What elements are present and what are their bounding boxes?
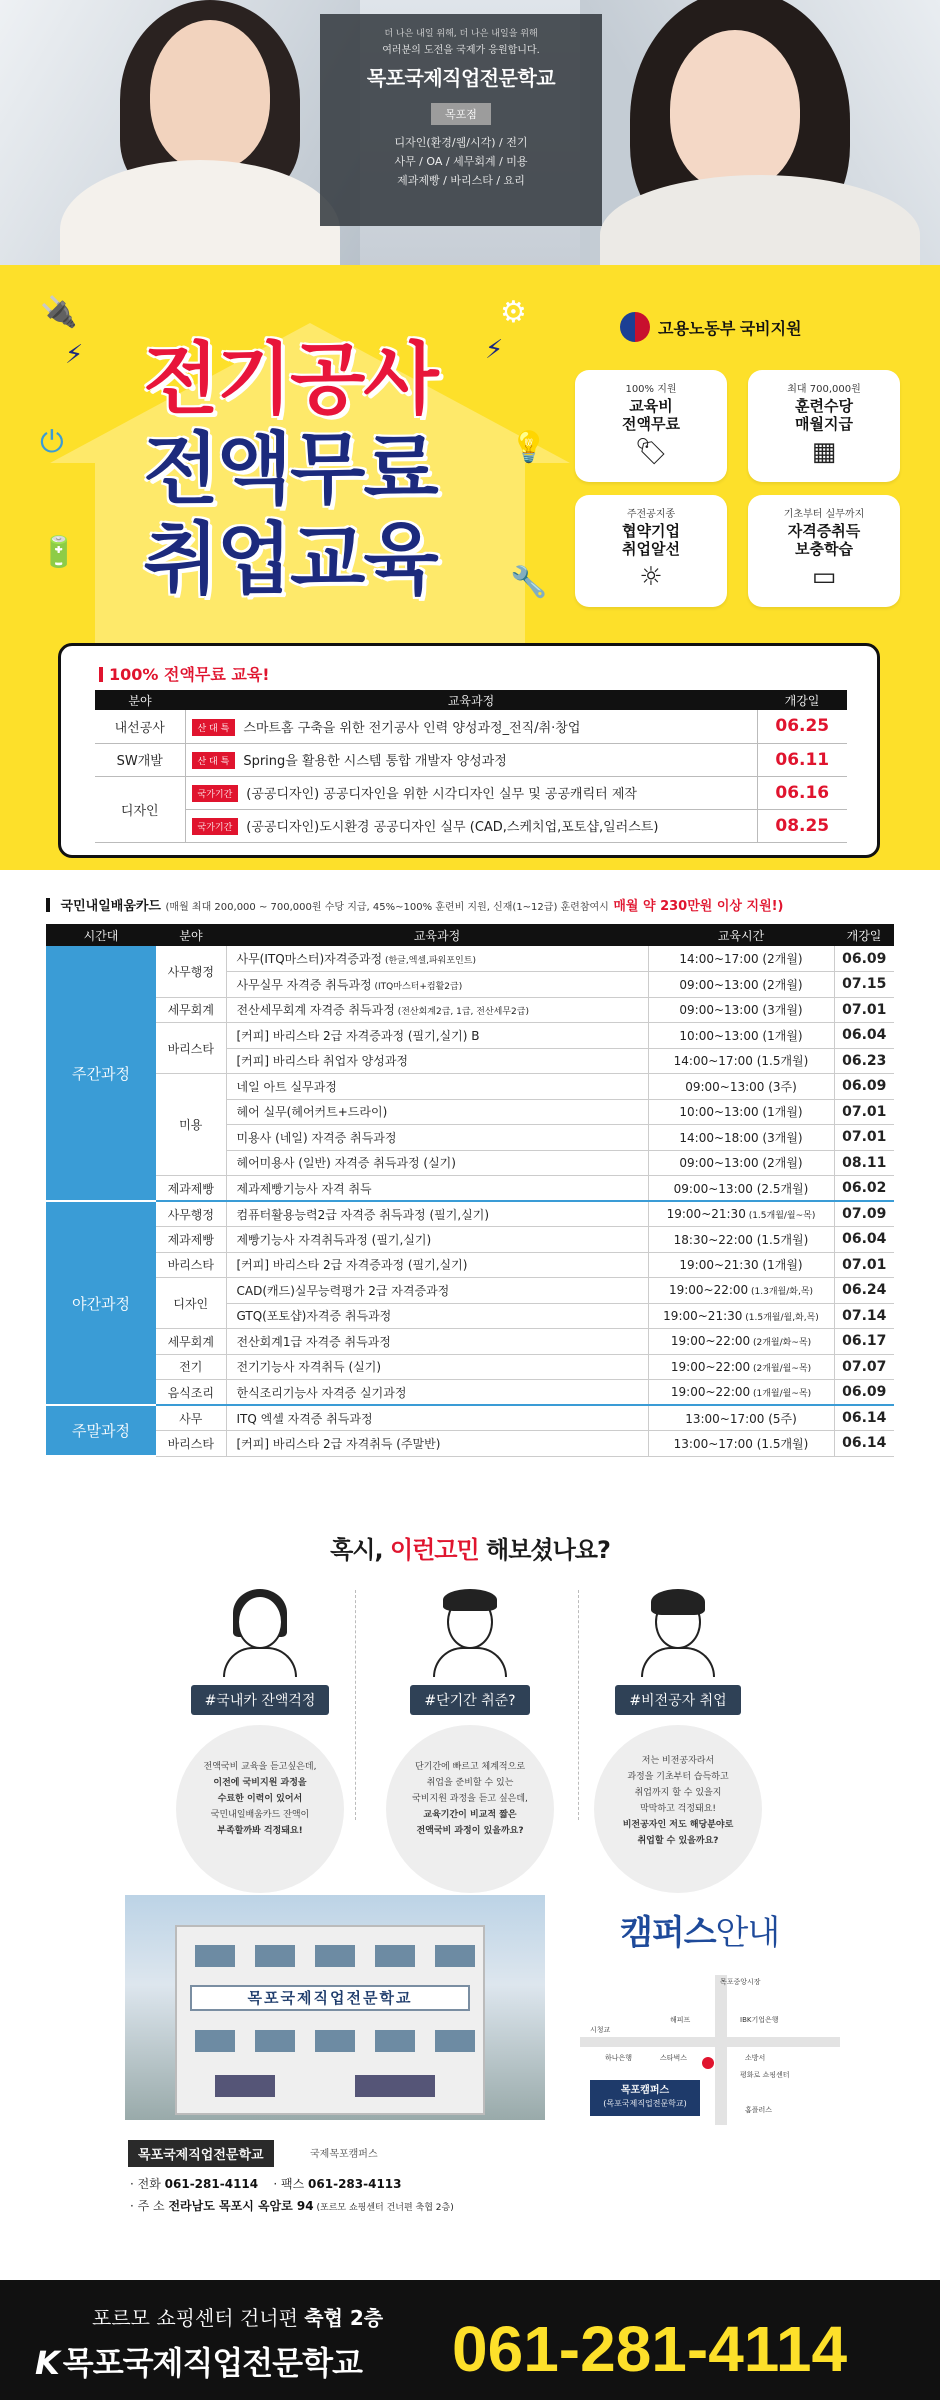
course-cell — [226, 1252, 648, 1278]
header-cell: 교육과정 — [226, 924, 648, 946]
time-note: (2개월/월~목) — [750, 1363, 812, 1374]
field-cell: 전기 — [156, 1354, 226, 1380]
worry-bubble — [176, 1725, 344, 1893]
address-sub: 국제목포캠퍼스 — [310, 2149, 378, 2160]
bubble-line: 국비지원 과정을 듣고 싶은데, — [412, 1794, 528, 1804]
hero-info-box — [320, 14, 602, 226]
start-date: 06.17 — [834, 1329, 894, 1355]
table-row — [95, 776, 847, 809]
footer-phone[interactable]: 061-281-4114 — [452, 2313, 848, 2385]
program-badge: 산 대 특 — [192, 752, 236, 769]
course-name: 전산회계1급 자격증 취득과정 — [236, 1334, 391, 1349]
card-table-note: (매월 최대 200,000 ~ 700,000원 수당 지급, 45%~100% 훈련비 지원, 신재(1~12급) 훈련참여시 — [165, 902, 609, 913]
time-note: (1.3개월/화,목) — [748, 1287, 814, 1298]
time-text: 19:00~22:00 — [670, 1385, 751, 1399]
bubble-line: 수료한 이력이 있어서 — [217, 1794, 303, 1804]
bubble-line: 교육기간이 비교적 짧은 — [423, 1810, 517, 1820]
course-name: 전산세무회계 자격증 취득과정 — [236, 1003, 395, 1018]
start-date: 06.14 — [834, 1405, 894, 1431]
headline-line-3: 취업교육 — [143, 515, 437, 603]
header-cell: 분야 — [95, 690, 185, 710]
table-row — [46, 1074, 894, 1100]
course-cell — [226, 1074, 648, 1100]
table-row — [46, 1023, 894, 1049]
free-course-panel — [58, 643, 880, 858]
card-icon: ▭ — [811, 562, 837, 592]
course-name: 컴퓨터활용능력2급 자격증 취득과정 (필기,실기) — [236, 1207, 490, 1222]
course-name: 제빵기능사 자격취득과정 (필기,실기) — [236, 1232, 432, 1247]
course-note: (ITQ마스터+컴활2급) — [371, 981, 463, 992]
bubble-line: 부족할까봐 걱정돼요! — [217, 1826, 303, 1836]
worry-heading — [0, 1530, 940, 1565]
table-row — [46, 1380, 894, 1406]
course-note: (전산회계2급, 1급, 전산세무2급) — [394, 1007, 529, 1018]
course-name: (공공디자인)도시환경 공공디자인 실무 (CAD,스케치업,포토샵,일러스트) — [246, 820, 659, 835]
hero-major-line: 사무 / OA / 세무회계 / 미용 — [394, 155, 528, 168]
course-cell — [185, 776, 757, 809]
table-row — [46, 1252, 894, 1278]
time-cell — [648, 1023, 834, 1049]
worry-tag: #단기간 취준? — [410, 1685, 529, 1715]
footer-location — [92, 2302, 383, 2331]
time-text: 14:00~17:00 (2개월) — [679, 952, 803, 966]
course-name: 전기기능사 자격취득 (실기) — [236, 1360, 382, 1375]
worry-heading-c: 해보셨나요? — [478, 1536, 610, 1564]
start-date: 06.04 — [834, 1023, 894, 1049]
bubble-line: 전액국비 과정이 있을까요? — [416, 1826, 524, 1836]
free-course-table — [95, 690, 847, 843]
map-label: 소방서 — [745, 2054, 766, 2062]
field-cell: 바리스타 — [156, 1023, 226, 1074]
field-cell: 사무행정 — [156, 946, 226, 997]
headline-line-1: 전기공사 — [143, 335, 437, 423]
taegeuk-emblem-icon — [620, 312, 650, 342]
table-row — [46, 997, 894, 1023]
field-cell: 내선공사 — [95, 710, 185, 743]
benefit-big: 자격증취득 보충학습 — [787, 522, 861, 558]
table-row — [95, 710, 847, 743]
time-text: 19:00~22:00 — [668, 1283, 749, 1298]
bubble-line: 비전공자인 저도 해당분야로 — [622, 1820, 734, 1830]
course-cell — [226, 1329, 648, 1355]
time-note: (1개월/월~목) — [750, 1389, 812, 1399]
start-date: 06.09 — [834, 1380, 894, 1406]
time-cell — [648, 1125, 834, 1151]
contact-line — [130, 2175, 402, 2192]
course-cell — [226, 946, 648, 972]
course-note: (한글,엑셀,파워포인트) — [382, 956, 476, 966]
course-name: 한식조리기능사 자격증 실기과정 — [236, 1385, 407, 1400]
start-date: 06.09 — [834, 1074, 894, 1100]
footer-logo — [35, 2338, 362, 2384]
time-text: 10:00~13:00 (1개월) — [679, 1028, 803, 1043]
course-name: 헤어 실무(헤어커트+드라이) — [236, 1105, 388, 1120]
bulb-icon: ☼ — [639, 562, 663, 592]
course-name: [커피] 바리스타 취업자 양성과정 — [236, 1054, 409, 1069]
field-cell: 음식조리 — [156, 1380, 226, 1406]
headline-line-2: 전액무료 — [143, 425, 437, 513]
course-cell — [226, 1431, 648, 1457]
woman-avatar-icon — [215, 1585, 305, 1675]
time-cell — [648, 1431, 834, 1457]
field-cell: SW개발 — [95, 743, 185, 776]
field-cell: 사무행정 — [156, 1201, 226, 1227]
course-cell — [185, 710, 757, 743]
map-label: 목포중앙시장 — [720, 1978, 761, 1986]
time-text: 09:00~13:00 (2개월) — [679, 1156, 803, 1171]
bubble-line: 취업을 준비할 수 있는 — [426, 1778, 514, 1788]
address-text: 전라남도 목포시 옥암로 94 — [168, 2199, 314, 2213]
start-date: 06.16 — [757, 776, 847, 809]
header-cell: 개강일 — [757, 690, 847, 710]
time-text: 19:00~21:30 — [666, 1207, 746, 1221]
footer-location-b: 축협 2층 — [304, 2306, 384, 2330]
course-name: [커피] 바리스타 2급 자격증과정 (필기,실기) — [236, 1258, 468, 1273]
address-line — [130, 2197, 454, 2214]
course-cell — [226, 1048, 648, 1074]
start-date: 06.09 — [834, 946, 894, 972]
map-label: 홈플러스 — [745, 2106, 773, 2114]
bubble-line: 막막하고 걱정돼요! — [639, 1804, 717, 1814]
benefit-small: 주전공지종 — [626, 509, 676, 520]
campus-title-b: 안내 — [715, 1913, 780, 1953]
time-cell — [648, 1329, 834, 1355]
worry-tag: #비전공자 취업 — [615, 1685, 740, 1715]
address-school-name: 목포국제직업전문학교 — [128, 2140, 274, 2167]
start-date: 07.09 — [834, 1201, 894, 1227]
field-cell: 디자인 — [156, 1278, 226, 1329]
hero-school-name: 목포국제직업전문학교 — [366, 68, 556, 90]
program-badge: 국가기간 — [192, 785, 239, 802]
field-cell: 미용 — [156, 1074, 226, 1176]
time-text: 09:00~13:00 (2.5개월) — [673, 1181, 809, 1196]
outlet-icon: 🔋 — [40, 535, 78, 570]
phone-number[interactable]: 061-281-4114 — [164, 2177, 259, 2191]
table-header-row — [95, 690, 847, 710]
card-table-highlight: 매월 약 230만원 이상 지원!) — [613, 899, 784, 914]
worry-heading-a: 혹시, — [330, 1536, 390, 1564]
course-name: [커피] 바리스타 2급 자격취득 (주말반) — [236, 1436, 441, 1451]
lightning-icon: ⚡ — [485, 335, 504, 365]
hero-tagline: 더 나은 내일 위해, 더 나은 내일을 위해 — [384, 29, 538, 39]
time-note: (1.5개월/월~목) — [745, 1211, 816, 1221]
course-name: GTQ(포토샵)자격증 취득과정 — [236, 1309, 392, 1324]
start-date: 06.23 — [834, 1048, 894, 1074]
map-label: IBK기업은행 — [740, 2016, 779, 2024]
benefit-big: 협약기업 취업알선 — [622, 522, 680, 558]
man-avatar-icon — [425, 1585, 515, 1675]
bubble-line: 저는 비전공자라서 — [641, 1756, 715, 1766]
table-row — [46, 1329, 894, 1355]
start-date: 07.01 — [834, 1099, 894, 1125]
start-date: 06.02 — [834, 1176, 894, 1202]
map-label: 스타벅스 — [660, 2054, 688, 2062]
time-note: (1.5개월/월,화,목) — [742, 1312, 819, 1323]
time-cell — [648, 1201, 834, 1227]
table-header-row — [46, 924, 894, 946]
course-name: 미용사 (네일) 자격증 취득과정 — [236, 1130, 397, 1145]
worry-heading-b: 이런고민 — [389, 1536, 479, 1564]
map-campus-box — [590, 2080, 700, 2116]
gov-support-text: 고용노동부 국비지원 — [658, 320, 802, 338]
time-cell — [648, 1074, 834, 1100]
table-row — [46, 1354, 894, 1380]
bubble-line: 단기간에 빠르고 체계적으로 — [414, 1762, 526, 1772]
time-text: 14:00~18:00 (3개월) — [679, 1130, 803, 1145]
fax-label: · 팩스 — [273, 2177, 305, 2191]
money-icon: ▦ — [811, 437, 837, 467]
tag-icon: 🏷 — [634, 437, 668, 467]
course-name: ITQ 엑셀 자격증 취득과정 — [236, 1411, 373, 1426]
course-name: 사무(ITQ마스터)자격증과정 — [236, 952, 383, 966]
map-label: 시청교 — [590, 2026, 611, 2034]
campus-map — [580, 1975, 840, 2125]
course-cell — [185, 809, 757, 842]
course-name: 제과제빵기능사 자격 취득 — [236, 1181, 372, 1196]
field-cell: 바리스타 — [156, 1431, 226, 1457]
start-date: 06.04 — [834, 1227, 894, 1253]
course-name: Spring을 활용한 시스템 통합 개발자 양성과정 — [243, 754, 507, 769]
start-date: 07.15 — [834, 972, 894, 998]
hero-majors — [320, 133, 602, 190]
building-sign: 목포국제직업전문학교 — [190, 1985, 470, 2011]
benefit-card — [575, 370, 727, 482]
course-name: 스마트홈 구축을 위한 전기공사 인력 양성과정_전직/취·창업 — [243, 720, 581, 736]
time-text: 19:00~21:30 — [663, 1308, 743, 1323]
course-name: 네일 아트 실무과정 — [236, 1079, 337, 1094]
time-cell — [648, 1227, 834, 1253]
header-cell: 시간대 — [46, 924, 156, 946]
man-avatar-icon — [633, 1585, 723, 1675]
hero-major-line: 디자인(환경/웹/시각) / 전기 — [394, 136, 528, 149]
program-badge: 산 대 특 — [192, 719, 236, 736]
time-text: 13:00~17:00 (1.5개월) — [673, 1436, 809, 1451]
time-group-cell: 주말과정 — [46, 1405, 156, 1456]
time-text: 10:00~13:00 (1개월) — [679, 1105, 803, 1120]
field-cell: 세무회계 — [156, 1329, 226, 1355]
header-cell: 교육시간 — [648, 924, 834, 946]
course-cell — [226, 1354, 648, 1380]
course-cell — [185, 743, 757, 776]
table-row — [46, 1227, 894, 1253]
address-label: · 주 소 — [130, 2199, 165, 2213]
hero-banner — [0, 0, 940, 265]
start-date: 07.14 — [834, 1303, 894, 1329]
benefit-big: 훈련수당 매월지급 — [795, 397, 853, 433]
map-box-line: 목포캠퍼스 — [620, 2085, 670, 2096]
table-row — [46, 1201, 894, 1227]
table-row — [46, 946, 894, 972]
fax-number: 061-283-4113 — [308, 2177, 402, 2191]
course-name: 헤어미용사 (일반) 자격증 취득과정 (실기) — [236, 1156, 456, 1171]
phone-label: · 전화 — [130, 2177, 161, 2191]
time-cell — [648, 1099, 834, 1125]
bubble-line: 국민내일배움카드 잔액이 — [210, 1810, 310, 1820]
time-cell — [648, 972, 834, 998]
card-table-title: 국민내일배움카드 — [60, 899, 161, 914]
start-date: 08.25 — [757, 809, 847, 842]
field-cell: 제과제빵 — [156, 1227, 226, 1253]
course-cell — [226, 1125, 648, 1151]
worry-bubble — [386, 1725, 554, 1893]
start-date: 06.25 — [757, 710, 847, 743]
header-cell: 개강일 — [834, 924, 894, 946]
k-logo-icon: K — [35, 2344, 59, 2382]
worry-item — [370, 1585, 570, 1893]
footer-bar — [0, 2280, 940, 2400]
robot-icon: ⚙ — [500, 295, 527, 330]
start-date: 06.11 — [757, 743, 847, 776]
power-icon: ⏻ — [40, 425, 64, 460]
course-cell — [226, 1201, 648, 1227]
map-label: 해피프 — [670, 2016, 691, 2024]
map-label: 평화로 쇼핑센터 — [740, 2071, 790, 2079]
worry-item — [578, 1585, 778, 1893]
lightning-icon: ⚡ — [65, 340, 84, 370]
benefit-card — [575, 495, 727, 607]
course-cell — [226, 997, 648, 1023]
time-text: 13:00~17:00 (5주) — [685, 1411, 797, 1426]
worry-item — [160, 1585, 360, 1893]
time-note: (2개월/화~목) — [750, 1338, 812, 1349]
field-cell: 바리스타 — [156, 1252, 226, 1278]
time-text: 09:00~13:00 (2개월) — [679, 977, 803, 992]
worry-tag: #국내카 잔액걱정 — [191, 1685, 330, 1715]
benefit-small: 최대 700,000원 — [787, 384, 861, 395]
drill-icon: 🔧 — [510, 565, 548, 600]
course-cell — [226, 1303, 648, 1329]
course-cell — [226, 1150, 648, 1176]
course-name: [커피] 바리스타 2급 자격증과정 (필기,실기) B — [236, 1028, 480, 1043]
field-cell: 디자인 — [95, 776, 185, 842]
course-cell — [226, 1278, 648, 1304]
promo-section — [0, 265, 940, 870]
time-cell — [648, 1405, 834, 1431]
hero-tagline-2: 여러분의 도전을 국제가 응원합니다. — [382, 45, 540, 56]
time-text: 09:00~13:00 (3개월) — [679, 1003, 803, 1018]
course-cell — [226, 1405, 648, 1431]
map-box-line: (목포국제직업전문학교) — [603, 2099, 687, 2108]
course-cell — [226, 972, 648, 998]
time-cell — [648, 1176, 834, 1202]
address-detail: (포르모 쇼핑센터 건너편 축협 2층) — [313, 2203, 454, 2213]
field-cell: 세무회계 — [156, 997, 226, 1023]
table-row — [46, 1176, 894, 1202]
header-cell: 교육과정 — [185, 690, 757, 710]
course-cell — [226, 1380, 648, 1406]
map-label: 하나은행 — [605, 2054, 633, 2062]
campus-building-photo — [125, 1895, 545, 2120]
table-row — [46, 1405, 894, 1431]
time-text: 18:30~22:00 (1.5개월) — [673, 1232, 809, 1247]
time-group-cell: 야간과정 — [46, 1201, 156, 1405]
course-cell — [226, 1176, 648, 1202]
plug-icon: 🔌 — [40, 295, 78, 330]
bubble-line: 이전에 국비지원 과정을 — [213, 1778, 307, 1788]
map-pin-icon — [702, 2057, 714, 2069]
course-cell — [226, 1023, 648, 1049]
course-name: CAD(캐드)실무능력평가 2급 자격증과정 — [236, 1283, 450, 1298]
time-text: 19:00~22:00 — [670, 1359, 751, 1374]
start-date: 06.14 — [834, 1431, 894, 1457]
time-cell — [648, 1252, 834, 1278]
course-name: 사무실무 자격증 취득과정 — [236, 977, 372, 992]
bubble-line: 전액국비 교육을 듣고싶은데, — [203, 1762, 317, 1772]
course-schedule-table — [46, 924, 894, 1457]
time-cell — [648, 1380, 834, 1406]
start-date: 07.07 — [834, 1354, 894, 1380]
field-cell: 사무 — [156, 1405, 226, 1431]
header-cell: 분야 — [156, 924, 226, 946]
time-text: 19:00~21:30 (1개월) — [679, 1258, 803, 1273]
free-course-title: 100% 전액무료 교육! — [99, 662, 270, 685]
time-cell — [648, 997, 834, 1023]
table-row — [95, 809, 847, 842]
course-cell — [226, 1099, 648, 1125]
course-name: (공공디자인) 공공디자인을 위한 시각디자인 실무 및 공공캐릭터 제작 — [246, 787, 637, 802]
benefit-small: 기초부터 실무까지 — [783, 509, 865, 520]
benefit-big: 교육비 전액무료 — [622, 397, 680, 433]
time-cell — [648, 1354, 834, 1380]
benefit-card — [748, 495, 900, 607]
benefit-small: 100% 지원 — [625, 384, 677, 395]
time-cell — [648, 1303, 834, 1329]
time-group-cell: 주간과정 — [46, 946, 156, 1201]
gov-support-label — [620, 305, 860, 349]
hero-campus-badge: 목포점 — [431, 103, 491, 125]
course-cell — [226, 1227, 648, 1253]
table-row — [46, 1431, 894, 1457]
time-text: 14:00~17:00 (1.5개월) — [673, 1054, 809, 1069]
time-text: 19:00~22:00 — [670, 1334, 751, 1349]
worry-bubble — [594, 1725, 762, 1893]
benefit-card — [748, 370, 900, 482]
start-date: 08.11 — [834, 1150, 894, 1176]
time-cell — [648, 1150, 834, 1176]
campus-title — [620, 1905, 779, 1954]
program-badge: 국가기간 — [192, 818, 239, 835]
table-row — [46, 1278, 894, 1304]
table-row — [95, 743, 847, 776]
time-cell — [648, 1048, 834, 1074]
bulb-deco-icon: 💡 — [510, 430, 548, 465]
card-table-heading — [46, 895, 906, 914]
footer-location-a: 포르모 쇼핑센터 건너편 — [92, 2306, 305, 2330]
start-date: 07.01 — [834, 1125, 894, 1151]
bubble-line: 취업할 수 있을까요? — [637, 1836, 719, 1846]
time-text: 09:00~13:00 (3주) — [685, 1079, 797, 1094]
footer-school-name: 목포국제직업전문학교 — [62, 2344, 362, 2382]
field-cell: 제과제빵 — [156, 1176, 226, 1202]
campus-title-a: 캠퍼스 — [620, 1913, 716, 1953]
hero-major-line: 제과제빵 / 바리스타 / 요리 — [397, 174, 525, 187]
time-cell — [648, 946, 834, 972]
start-date: 07.01 — [834, 1252, 894, 1278]
bubble-line: 취업까지 할 수 있을지 — [634, 1788, 722, 1798]
bubble-line: 과정을 기초부터 습득하고 — [627, 1772, 729, 1782]
start-date: 07.01 — [834, 997, 894, 1023]
time-cell — [648, 1278, 834, 1304]
start-date: 06.24 — [834, 1278, 894, 1304]
